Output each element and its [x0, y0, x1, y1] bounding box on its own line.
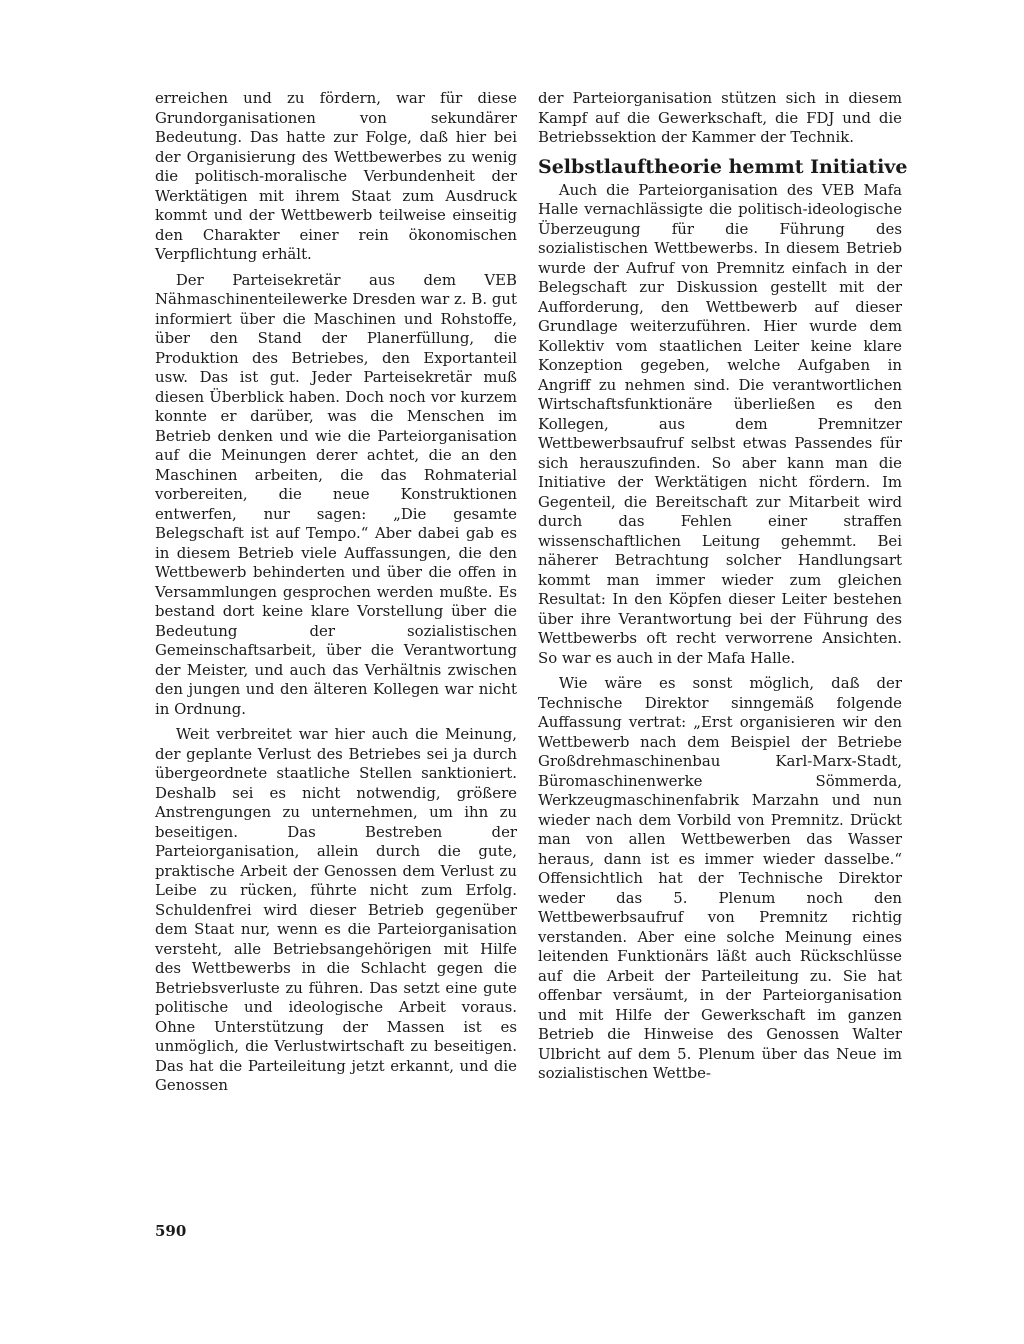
right-column: [538, 89, 908, 1084]
page-number: 590: [155, 1222, 187, 1240]
left-column: [155, 89, 517, 1096]
paragraph: Weit verbreitet war hier auch die Meinung, der geplante Verlust des Betriebes sei ja durch übergeordnete staatliche Stellen sanktioniert. Deshalb sei es nicht notwendig, größere Anstrengungen zu unternehmen, um ihn zu beseitigen. Das Bestreben der Parteiorganisation, allein durch die gute, praktische Arbeit der Genossen dem Verlust zu Leibe zu rücken, führte nicht zum Erfolg. Schuldenfrei wird dieser Betrieb gegenüber dem Staat nur, wenn es die Parteiorganisation versteht, alle Betriebsangehörigen mit Hilfe des Wettbewerbs in die Schlacht gegen die Betriebsverluste zu führen. Das setzt eine gute politische und ideologische Arbeit voraus. Ohne Unterstützung der Massen ist es unmöglich, die Verlustwirtschaft zu beseitigen. Das hat die Parteileitung jetzt erkannt, und die Genossen: [155, 725, 517, 1094]
paragraph: Der Parteisekretär aus dem VEB Nähmaschinenteilewerke Dresden war z. B. gut informiert über die Maschinen und Rohstoffe, über den Stand der Planerfüllung, die Produktion des Betriebes, den Exportanteil usw. Das ist gut. Jeder Parteisekretär muß diesen Überblick haben. Doch noch vor kurzem konnte er darüber, was die Menschen im Betrieb denken und wie die Parteiorganisation auf die Meinungen derer achtet, die an den Maschinen arbeiten, die das Rohmaterial vorbereiten, die neue Konstruktionen entwerfen, nur sagen: „Die gesamte Belegschaft ist auf Tempo.“ Aber dabei gab es in diesem Betrieb viele Auffassungen, die den Wettbewerb behinderten und über die offen in Versammlungen gesprochen werden mußte. Es bestand dort keine klare Vorstellung über die Bedeutung der sozialistischen Gemeinschaftsarbeit, über die Verantwortung der Meister, und auch das Verhältnis zwischen den jungen und den älteren Kollegen war nicht in Ordnung.: [155, 270, 517, 718]
section-heading: Selbstlauftheorie hemmt Initiative: [538, 155, 908, 178]
paragraph: Auch die Parteiorganisation des VEB Mafa Halle vernachlässigte die politisch-ideologische Überzeugung für die Führung des sozialistischen Wettbewerbs. In diesem Betrieb wurde der Aufruf von Premnitz einfach in der Belegschaft zur Diskussion gestellt mit der Aufforderung, den Wettbewerb auf dieser Grundlage weiterzuführen. Hier wurde dem Kollektiv vom staatlichen Leiter keine klare Konzeption gegeben, welche Aufgaben in Angriff zu nehmen sind. Die verantwortlichen Wirtschaftsfunktionäre überließen es den Kollegen, aus dem Premnitzer Wettbewerbsaufruf selbst etwas Passendes für sich herauszufinden. So aber kann man die Initiative der Werktätigen nicht fördern. Im Gegenteil, die Bereitschaft zur Mitarbeit wird durch das Fehlen einer straffen wissenschaftlichen Leitung gehemmt. Bei näherer Betrachtung solcher Handlungsart kommt man immer wieder zum gleichen Resultat: In den Köpfen dieser Leiter bestehen über ihre Verantwortung bei der Führung des Wettbewerbs oft recht verworrene Ansichten. So war es auch in der Mafa Halle.: [538, 180, 902, 667]
paragraph: Wie wäre es sonst möglich, daß der Technische Direktor sinngemäß folgende Auffassung vertrat: „Erst organisieren wir den Wettbewerb nach dem Beispiel der Betriebe Großdrehmaschinenbau Karl-Marx-Stadt, Büromaschinenwerke Sömmerda, Werkzeugmaschinenfabrik Marzahn und nun wieder nach dem Vorbild von Premnitz. Drückt man von allen Wettbewerben das Wasser heraus, dann ist es immer wieder dasselbe.“ Offensichtlich hat der Technische Direktor weder das 5. Plenum noch den Wettbewerbsaufruf von Premnitz richtig verstanden. Aber eine solche Meinung eines leitenden Funktionärs läßt auch Rückschlüsse auf die Arbeit der Parteileitung zu. Sie hat offenbar versäumt, in der Parteiorganisation und mit Hilfe der Gewerkschaft im ganzen Betrieb die Hinweise des Genossen Walter Ulbricht auf dem 5. Plenum über das Neue im sozialistischen Wettbe-: [538, 674, 902, 1082]
paragraph-continued: erreichen und zu fördern, war für diese Grundorganisationen von sekundärer Bedeutung. Das hatte zur Folge, daß hier bei der Organisierung des Wettbewerbes zu wenig die politisch-moralische Verbundenheit der Werktätigen mit ihrem Staat zum Ausdruck kommt und der Wettbewerb teilweise einseitig den Charakter einer rein ökonomischen Verpflichtung erhält.: [155, 89, 517, 263]
paragraph-continued: der Parteiorganisation stützen sich in diesem Kampf auf die Gewerkschaft, die FDJ und die Betriebssektion der Kammer der Technik.: [538, 89, 902, 146]
